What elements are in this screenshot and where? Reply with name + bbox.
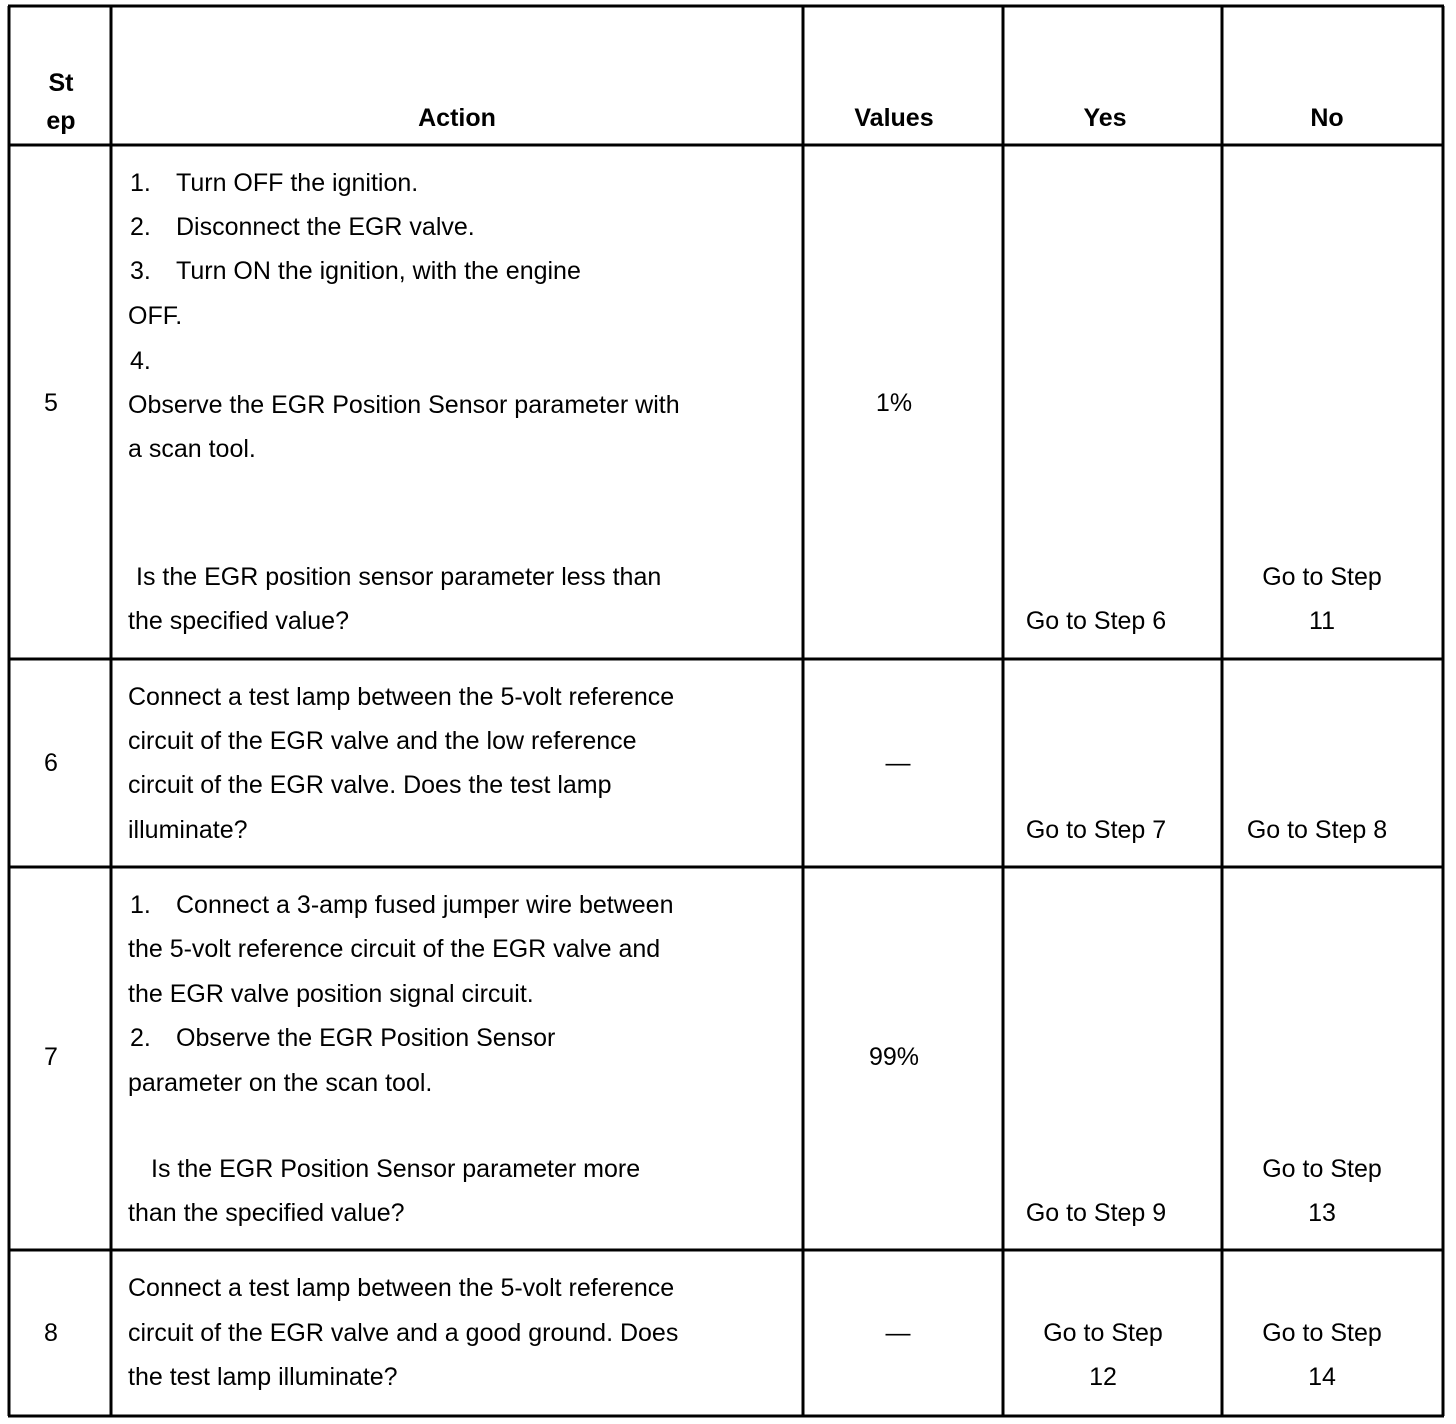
- action-line: Connect a 3-amp fused jumper wire between: [176, 891, 674, 919]
- value-cell: —: [885, 1319, 911, 1347]
- header-action: Action: [418, 104, 496, 132]
- action-question: Is the EGR Position Sensor parameter more: [151, 1155, 641, 1183]
- list-number: 4.: [130, 347, 151, 375]
- no-cell: [1222, 562, 1422, 636]
- action-question: Is the EGR position sensor parameter less than: [136, 563, 662, 591]
- header-no: No: [1310, 104, 1344, 132]
- step-number: 8: [44, 1319, 58, 1347]
- list-number: 2.: [130, 213, 151, 241]
- header-values: Values: [854, 104, 934, 132]
- action-line: Observe the EGR Position Sensor: [176, 1024, 556, 1052]
- action-line: parameter on the scan tool.: [128, 1069, 433, 1097]
- header-step: [11, 64, 111, 140]
- header-step-line2: ep: [46, 107, 76, 135]
- yes-cell-line1: Go to Step: [1043, 1319, 1163, 1347]
- action-line: Turn ON the ignition, with the engine: [176, 257, 581, 285]
- list-number: 1.: [130, 169, 151, 197]
- no-cell: [1222, 1154, 1422, 1228]
- header-step-line1: St: [48, 69, 74, 97]
- value-cell: 99%: [868, 1043, 920, 1071]
- action-line: circuit of the EGR valve and a good ground. Does: [128, 1319, 679, 1347]
- action-line: illuminate?: [128, 816, 248, 844]
- action-line: OFF.: [128, 302, 183, 330]
- no-cell: Go to Step 8: [1246, 816, 1388, 844]
- header-yes: Yes: [1083, 104, 1127, 132]
- list-number: 3.: [130, 257, 151, 285]
- step-number: 5: [44, 389, 58, 417]
- action-line: the 5-volt reference circuit of the EGR valve and: [128, 935, 661, 963]
- action-line: circuit of the EGR valve. Does the test lamp: [128, 771, 612, 799]
- value-cell: —: [885, 749, 911, 777]
- value-cell: 1%: [875, 389, 913, 417]
- list-number: 1.: [130, 891, 151, 919]
- yes-cell: [1003, 1318, 1203, 1392]
- no-cell-line1: Go to Step: [1262, 563, 1382, 591]
- action-question: than the specified value?: [128, 1199, 405, 1227]
- step-number: 7: [44, 1043, 58, 1071]
- yes-cell: Go to Step 9: [1025, 1199, 1167, 1227]
- action-line: the EGR valve position signal circuit.: [128, 980, 534, 1008]
- action-line: circuit of the EGR valve and the low reference: [128, 727, 637, 755]
- action-line: a scan tool.: [128, 435, 256, 463]
- action-line: Disconnect the EGR valve.: [176, 213, 475, 241]
- no-cell: [1222, 1318, 1422, 1392]
- action-line: Turn OFF the ignition.: [176, 169, 419, 197]
- yes-cell: Go to Step 7: [1025, 816, 1167, 844]
- action-line: Connect a test lamp between the 5-volt reference: [128, 1274, 675, 1302]
- action-question: the specified value?: [128, 607, 349, 635]
- no-cell-line2: 13: [1308, 1199, 1336, 1227]
- yes-cell: Go to Step 6: [1025, 607, 1167, 635]
- action-line: the test lamp illuminate?: [128, 1363, 398, 1391]
- step-number: 6: [44, 749, 58, 777]
- no-cell-line2: 11: [1309, 607, 1335, 635]
- action-line: Observe the EGR Position Sensor parameter with: [128, 391, 680, 419]
- no-cell-line2: 14: [1308, 1363, 1336, 1391]
- no-cell-line1: Go to Step: [1262, 1319, 1382, 1347]
- no-cell-line1: Go to Step: [1262, 1155, 1382, 1183]
- action-line: Connect a test lamp between the 5-volt reference: [128, 683, 675, 711]
- list-number: 2.: [130, 1024, 151, 1052]
- yes-cell-line2: 12: [1089, 1363, 1117, 1391]
